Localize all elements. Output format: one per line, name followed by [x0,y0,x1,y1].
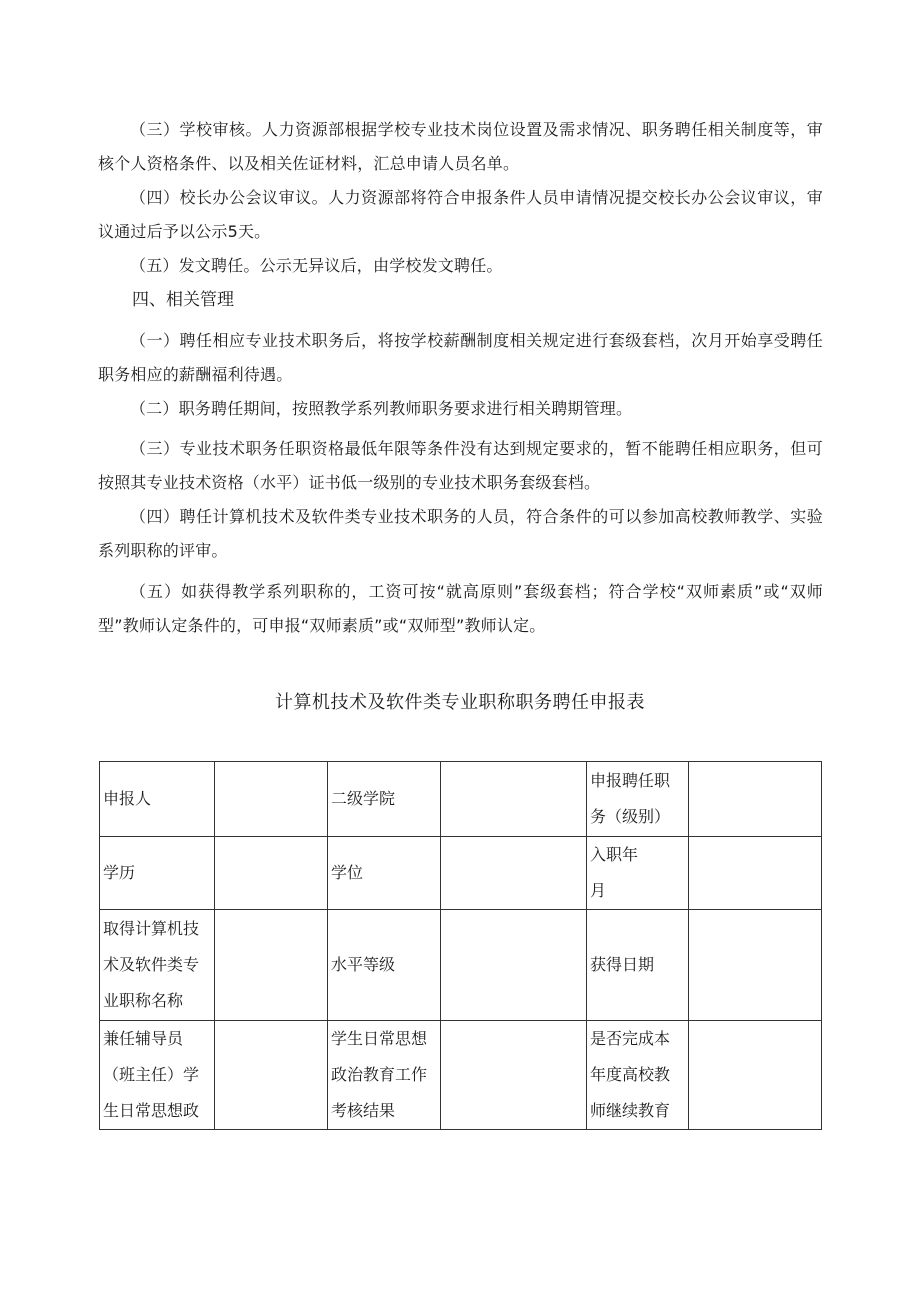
label-college: 二级学院 [328,762,441,837]
table-row [100,762,822,837]
paragraph-evaluation-eligibility: （四）聘任计算机技术及软件类专业技术职务的人员，符合条件的可以参加高校教师教学、实验系列职称的评审。 [98,507,823,560]
field-applied-post[interactable] [689,762,822,837]
field-evaluation-result[interactable] [441,1021,587,1130]
field-degree[interactable] [441,837,587,910]
field-education[interactable] [215,837,328,910]
label-evaluation-result: 学生日常思想 政治教育工作 考核结果 [328,1021,441,1130]
paragraph-minimum-years: （三）专业技术职务任职资格最低年限等条件没有达到规定要求的，暂不能聘任相应职务，但可按照其专业技术资格（水平）证书低一级别的专业技术职务套级套档。 [98,439,823,492]
paragraph-school-review: （三）学校审核。人力资源部根据学校专业技术岗位设置及需求情况、职务聘任相关制度等，审核个人资格条件、以及相关佐证材料，汇总申请人员名单。 [98,120,823,173]
section-heading-management: 四、相关管理 [132,290,234,310]
table-row [100,910,822,1021]
field-college[interactable] [441,762,587,837]
paragraph-dual-teacher: （五）如获得教学系列职称的，工资可按“就高原则”套级套档；符合学校“双师素质”或“双师型”教师认定条件的，可申报“双师素质”或“双师型”教师认定。 [98,582,823,635]
application-form-table [99,761,822,1130]
label-entry-date: 入职年 月 [587,837,689,910]
label-degree: 学位 [328,837,441,910]
field-entry-date[interactable] [689,837,822,910]
label-continuing-education: 是否完成本 年度高校教 师继续教育 [587,1021,689,1130]
paragraph-issue-appointment: （五）发文聘任。公示无异议后，由学校发文聘任。 [130,256,503,275]
table-row [100,837,822,910]
field-continuing-education[interactable] [689,1021,822,1130]
label-title-name: 取得计算机技 术及软件类专 业职称名称 [100,910,215,1021]
field-title-name[interactable] [215,910,328,1021]
label-counselor: 兼任辅导员 （班主任）学 生日常思想政 [100,1021,215,1130]
label-obtain-date: 获得日期 [587,910,689,1021]
form-title: 计算机技术及软件类专业职称职务聘任申报表 [275,692,645,713]
field-counselor[interactable] [215,1021,328,1130]
label-applicant: 申报人 [100,762,215,837]
field-obtain-date[interactable] [689,910,822,1021]
label-level: 水平等级 [328,910,441,1021]
field-applicant[interactable] [215,762,328,837]
paragraph-president-meeting: （四）校长办公会议审议。人力资源部将符合申报条件人员申请情况提交校长办公会议审议，审议通过后予以公示5天。 [98,188,823,241]
paragraph-salary: （一）聘任相应专业技术职务后，将按学校薪酬制度相关规定进行套级套档，次月开始享受聘任职务相应的薪酬福利待遇。 [98,331,823,384]
field-level[interactable] [441,910,587,1021]
label-education: 学历 [100,837,215,910]
paragraph-term-management: （二）职务聘任期间，按照教学系列教师职务要求进行相关聘期管理。 [130,399,633,418]
table-row [100,1021,822,1130]
label-applied-post: 申报聘任职 务（级别） [587,762,689,837]
